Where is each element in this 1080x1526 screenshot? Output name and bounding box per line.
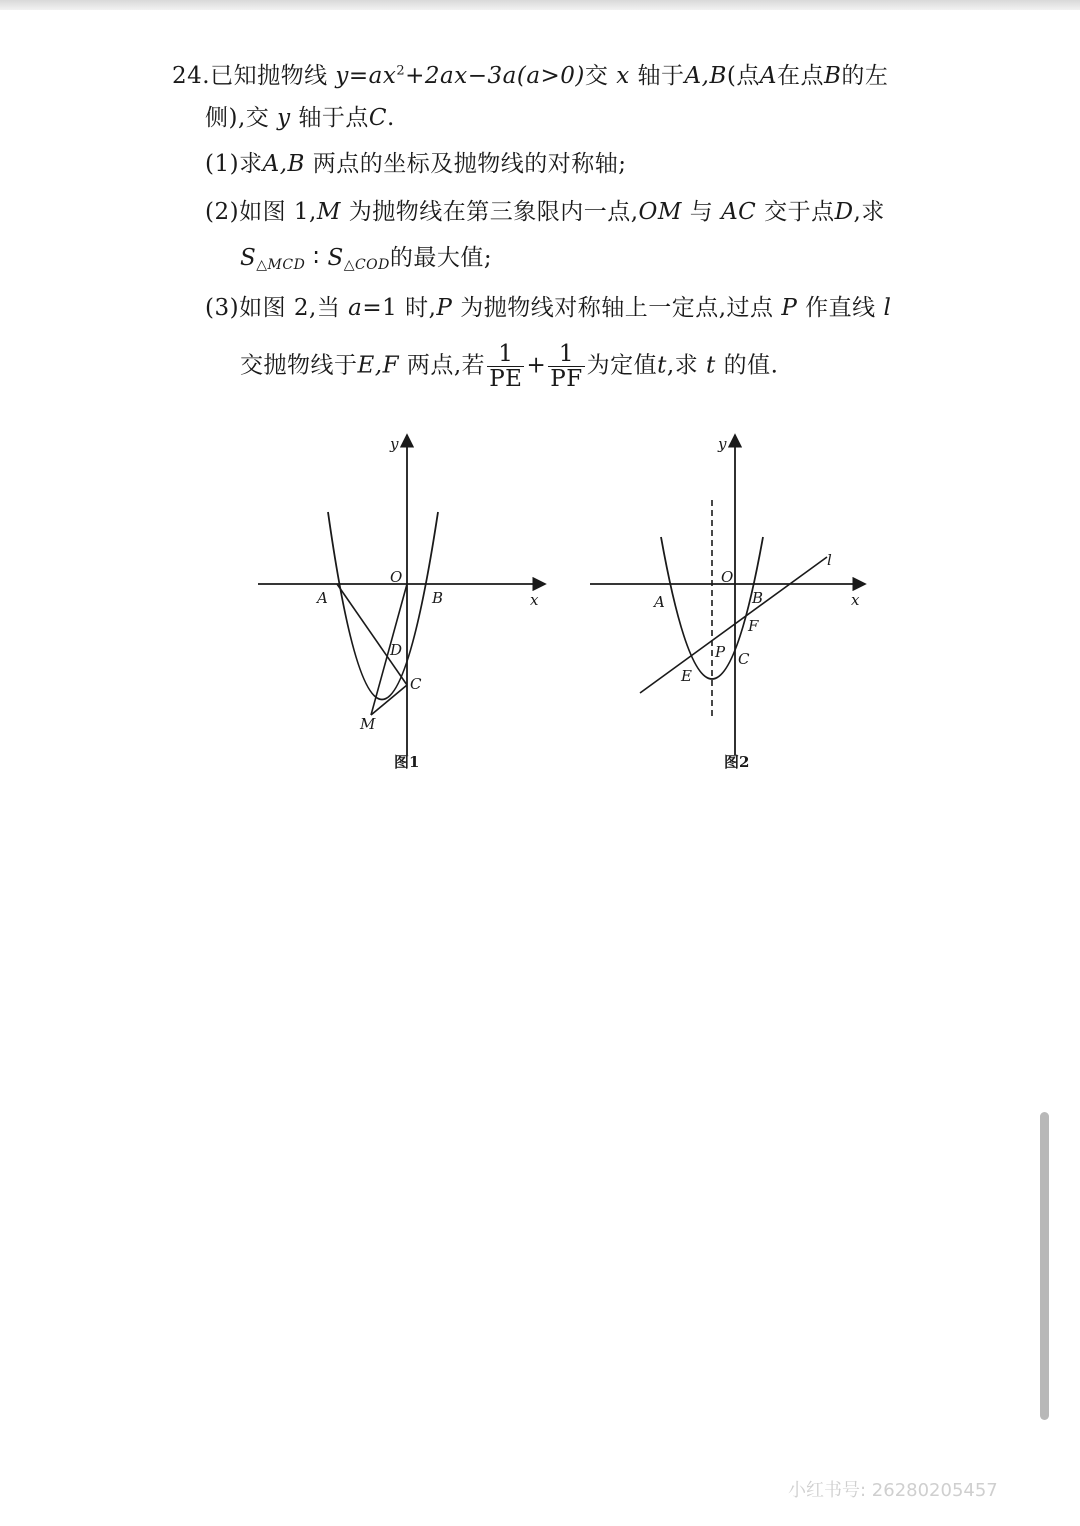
label-B: B [432,589,444,607]
label-P: P [715,643,726,661]
question-2-cont: $S_{\triangle MCD}$ ∶ $S_{\triangle COD}$的最大值; [240,245,493,273]
label-x: x [530,591,539,609]
label-y: y [718,435,727,453]
caption-figure-1: 图1 [394,753,420,771]
question-2: (2)如图 1,M 为抛物线在第三象限内一点,OM 与 AC 交于点D,求 [205,199,885,225]
segment-MC [371,685,407,715]
caption-figure-2: 图2 [724,753,750,771]
label-B: B [752,589,764,607]
problem-number: 24. [172,63,211,89]
segment-AC [337,584,407,685]
label-A: A [654,593,665,611]
problem-line-2: 侧),交 y 轴于点C. [205,105,395,131]
label-E: E [681,667,692,685]
label-x: x [851,591,860,609]
question-1: (1)求A,B 两点的坐标及抛物线的对称轴; [205,151,627,177]
label-l: l [827,551,832,569]
fraction-1-over-PF: $\frac{1}{PF}$ [550,341,583,393]
label-C: C [738,650,750,668]
label-y: y [390,435,399,453]
label-M: M [360,715,376,733]
problem-line-1: 24.已知抛物线 $y=ax^2+2ax-3a(a>0)$交 x 轴于A,B(点A在点B的左 [172,63,889,89]
figure-1 [250,425,560,780]
label-F: F [748,617,759,635]
label-O: O [390,568,403,586]
label-C: C [410,675,422,693]
scrollbar[interactable] [1040,1112,1049,1420]
top-bar [0,0,1080,10]
label-O: O [721,568,734,586]
watermark: 小红书号: 26280205457 [788,1480,998,1501]
fraction-1-over-PE: $\frac{1}{PE}$ [489,341,523,393]
label-A: A [317,589,328,607]
question-3: (3)如图 2,当 a=1 时,P 为抛物线对称轴上一定点,过点 P 作直线 l [205,295,892,321]
label-D: D [390,641,403,659]
figure-2 [585,425,875,780]
question-3-cont: 交抛物线于E,F 两点,若 $\frac{1}{PE}$ + $\frac{1}{PF}$ 为定值t,求 t 的值. [240,341,779,393]
